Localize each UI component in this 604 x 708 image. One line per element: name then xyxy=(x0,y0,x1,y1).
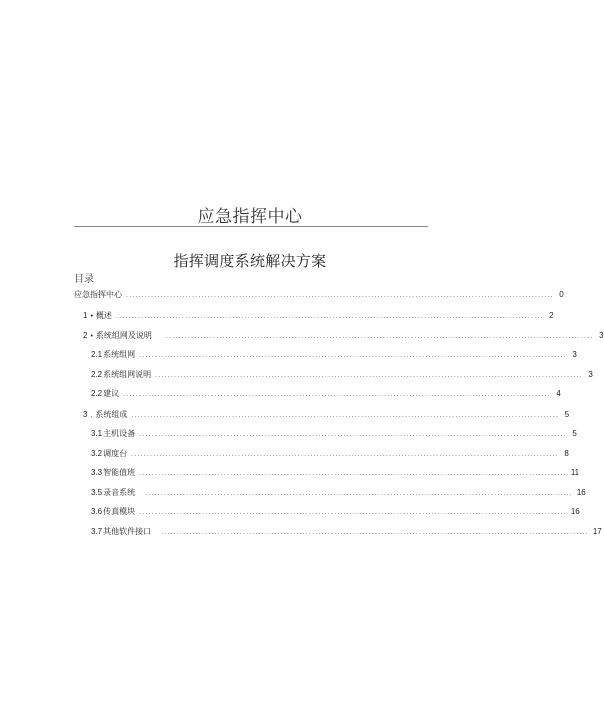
toc-entry-page: 16 xyxy=(576,488,586,497)
toc-leader-dots: ........................................................................................................................................ xyxy=(139,431,567,438)
toc-entry-number: 2.1 xyxy=(91,350,103,359)
document-title: 指挥调度系统解决方案 xyxy=(173,252,327,270)
toc-leader-dots: ........................................................................................................................................ xyxy=(161,529,589,536)
toc-entry[interactable] xyxy=(83,410,570,420)
toc-entry-page: 2 xyxy=(549,311,554,320)
toc-entry-page: 11 xyxy=(570,468,580,477)
toc-entry[interactable] xyxy=(91,507,580,517)
toc-entry-page: 8 xyxy=(564,449,569,458)
toc-entry-separator: . xyxy=(90,412,93,419)
toc-leader-dots: ........................................................................................................................................ xyxy=(165,333,594,340)
toc-leader-dots: ........................................................................................................................................ xyxy=(139,509,567,516)
toc-entry-page: 4 xyxy=(556,389,561,398)
header-title: 应急指挥中心 xyxy=(197,207,303,227)
toc-leader-dots: ........................................................................................................................................ xyxy=(139,470,567,477)
toc-entry-page: 3 xyxy=(588,370,593,379)
toc-entry[interactable] xyxy=(91,370,593,380)
toc-entry-label: 建议 xyxy=(103,389,120,398)
toc-leader-dots: ........................................................................................................................................ xyxy=(139,352,567,359)
toc-entry-page: 3 xyxy=(599,331,604,340)
toc-entry-label: 系统组成 xyxy=(95,410,128,419)
toc-entry-label: 系统组网及说明 xyxy=(95,331,152,340)
toc-entry-number: 3.3 xyxy=(91,468,103,477)
toc-entry-separator: • xyxy=(90,313,93,320)
toc-leader-dots: ........................................................................................................................................ xyxy=(145,490,573,497)
toc-entry[interactable] xyxy=(91,429,577,439)
toc-entry-label: 主机设备 xyxy=(103,429,136,438)
toc-leader-dots: ........................................................................................................................................ xyxy=(126,292,554,299)
toc-entry[interactable] xyxy=(83,311,554,321)
toc-entry-number: 3 xyxy=(83,410,88,419)
toc-leader-dots: ........................................................................................................................................ xyxy=(155,372,583,379)
toc-leader-dots: ........................................................................................................................................ xyxy=(131,412,560,419)
toc-entry-label: 系统组网 xyxy=(103,350,136,359)
toc-entry[interactable] xyxy=(91,468,580,478)
toc-entry-number: 3.2 xyxy=(91,449,103,458)
toc-entry-number: 3.7 xyxy=(91,527,103,536)
toc-heading: 目录 xyxy=(74,274,94,285)
toc-entry-page: 5 xyxy=(564,410,570,419)
toc-entry-number: 2.2 xyxy=(91,370,103,379)
toc-entry-label: 系统组网说明 xyxy=(103,370,152,379)
toc-entry-page: 17 xyxy=(592,527,602,536)
toc-entry[interactable] xyxy=(83,331,604,341)
toc-entry-label: 智能值班 xyxy=(103,468,136,477)
toc-entry-number: 3.5 xyxy=(91,488,103,497)
toc-entry-number: 3.6 xyxy=(91,507,103,516)
toc-entry-number: 3.1 xyxy=(91,429,103,438)
toc-entry[interactable] xyxy=(91,527,602,537)
toc-entry-number: 1 xyxy=(83,311,88,320)
toc-leader-dots: ........................................................................................................................................ xyxy=(115,313,544,320)
toc-entry-label: 调度台 xyxy=(103,449,128,458)
toc-entry-page: 5 xyxy=(572,429,577,438)
toc-entry-label: 其他软件接口 xyxy=(103,527,152,536)
toc-entry[interactable] xyxy=(91,350,577,360)
toc-entry-number: 2 xyxy=(83,331,88,340)
toc-entry-page: 3 xyxy=(572,350,577,359)
toc-entry[interactable] xyxy=(91,389,561,399)
toc-entry-separator: • xyxy=(90,333,93,340)
toc-entry-label: 应急指挥中心 xyxy=(74,290,122,299)
toc-entry-page: 0 xyxy=(559,290,564,299)
toc-entry[interactable] xyxy=(91,449,569,459)
toc-leader-dots: ........................................................................................................................................ xyxy=(123,391,551,398)
toc-entry[interactable] xyxy=(91,488,586,498)
toc-entry-label: 录音系统 xyxy=(103,488,136,497)
toc-leader-dots: ........................................................................................................................................ xyxy=(131,451,559,458)
toc-entry-label: 概述 xyxy=(95,311,112,320)
toc-entry-number: 2.2 xyxy=(91,389,103,398)
toc-entry-page: 16 xyxy=(570,507,580,516)
toc-entry[interactable] xyxy=(74,290,564,300)
toc-entry-label: 传真模块 xyxy=(103,507,136,516)
